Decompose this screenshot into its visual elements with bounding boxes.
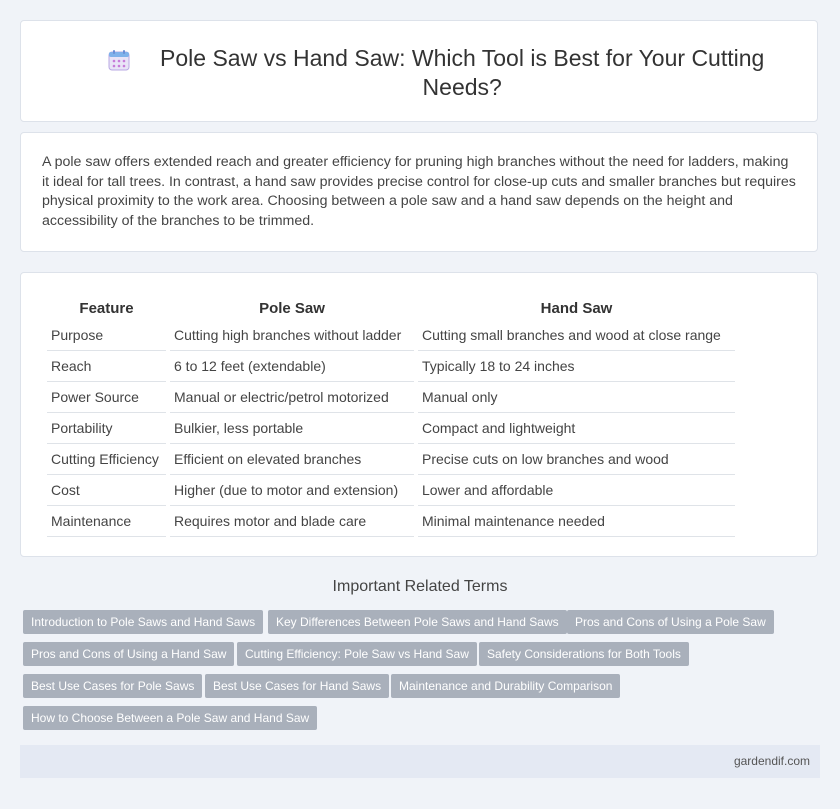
comparison-card: [20, 272, 818, 557]
column-header-hand-saw: Hand Saw: [540, 299, 613, 317]
table-header-row: [47, 295, 735, 320]
related-tag-safety[interactable]: Safety Considerations for Both Tools: [479, 642, 689, 666]
related-terms-title: Important Related Terms: [332, 578, 508, 595]
page-title: [21, 44, 817, 102]
related-tag-hand-saw-pros-cons[interactable]: Pros and Cons of Using a Hand Saw: [23, 642, 234, 666]
related-tag-pole-saw-pros-cons[interactable]: Pros and Cons of Using a Pole Saw: [567, 610, 774, 634]
intro-paragraph: A pole saw offers extended reach and greater efficiency for pruning high branches without the need for ladders, making it ideal for tall trees. In contrast, a hand saw provides precise control for close-up cuts and smaller branches but requires physical proximity to the work area. Choosing between a pole saw and a hand saw depends on the height and accessibility of the branches to be trimmed.: [42, 154, 796, 229]
hand-saw-cell: Precise cuts on low branches and wood: [418, 444, 735, 475]
feature-cell: Portability: [47, 413, 166, 444]
related-tag-maintenance[interactable]: Maintenance and Durability Comparison: [391, 674, 620, 698]
feature-cell: Power Source: [47, 382, 166, 413]
intro-card: [20, 132, 818, 252]
title-card: [20, 20, 818, 122]
related-tag-hand-saw-uses[interactable]: Best Use Cases for Hand Saws: [205, 674, 389, 698]
related-tag-cutting-efficiency[interactable]: Cutting Efficiency: Pole Saw vs Hand Saw: [237, 642, 477, 666]
pole-saw-cell: Manual or electric/petrol motorized: [170, 382, 414, 413]
table-row: [47, 475, 735, 506]
hand-saw-cell: Manual only: [418, 382, 735, 413]
feature-cell: Cutting Efficiency: [47, 444, 166, 475]
feature-cell: Maintenance: [47, 506, 166, 537]
hand-saw-cell: Cutting small branches and wood at close range: [418, 320, 735, 351]
hand-saw-cell: Lower and affordable: [418, 475, 735, 506]
table-row: [47, 506, 735, 537]
pole-saw-cell: Cutting high branches without ladder: [170, 320, 414, 351]
table-row: [47, 413, 735, 444]
related-tag-intro[interactable]: Introduction to Pole Saws and Hand Saws: [23, 610, 263, 634]
footer-site-name: gardendif.com: [733, 754, 810, 768]
hand-saw-cell: Typically 18 to 24 inches: [418, 351, 735, 382]
table-row: [47, 444, 735, 475]
feature-cell: Purpose: [47, 320, 166, 351]
feature-cell: Reach: [47, 351, 166, 382]
related-tag-pole-saw-uses[interactable]: Best Use Cases for Pole Saws: [23, 674, 202, 698]
comparison-table: [43, 295, 739, 537]
page-title-text: Pole Saw vs Hand Saw: Which Tool is Best for Your Cutting Needs?: [160, 45, 765, 100]
pole-saw-cell: 6 to 12 feet (extendable): [170, 351, 414, 382]
table-row: [47, 320, 735, 351]
column-header-pole-saw: Pole Saw: [259, 299, 325, 317]
table-row: [47, 382, 735, 413]
feature-cell: Cost: [47, 475, 166, 506]
pole-saw-cell: Bulkier, less portable: [170, 413, 414, 444]
hand-saw-cell: Compact and lightweight: [418, 413, 735, 444]
pole-saw-cell: Efficient on elevated branches: [170, 444, 414, 475]
pole-saw-cell: Higher (due to motor and extension): [170, 475, 414, 506]
related-tag-key-differences[interactable]: Key Differences Between Pole Saws and Hand Saws: [268, 610, 567, 634]
footer-bar: [20, 745, 820, 778]
pole-saw-cell: Requires motor and blade care: [170, 506, 414, 537]
table-row: [47, 351, 735, 382]
hand-saw-cell: Minimal maintenance needed: [418, 506, 735, 537]
column-header-feature: Feature: [79, 299, 134, 317]
related-tag-how-to-choose[interactable]: How to Choose Between a Pole Saw and Hand Saw: [23, 706, 317, 730]
